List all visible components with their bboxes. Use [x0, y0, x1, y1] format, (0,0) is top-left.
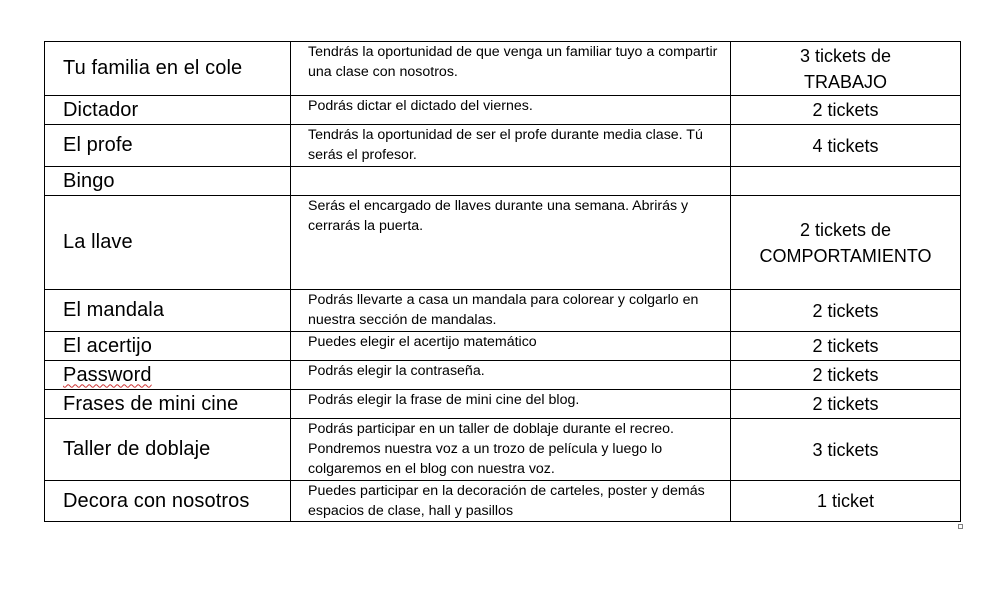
reward-name: [45, 361, 291, 390]
reward-cost: 3 tickets: [731, 419, 961, 481]
reward-cost: 1 ticket: [731, 481, 961, 522]
reward-description: Podrás elegir la contraseña.: [291, 361, 731, 390]
reward-cost: 2 tickets: [731, 390, 961, 419]
table-row: [45, 361, 961, 390]
reward-name: Decora con nosotros: [45, 481, 291, 522]
table-row: [45, 196, 961, 290]
reward-name: Dictador: [45, 96, 291, 125]
reward-cost: 2 tickets de COMPORTAMIENTO: [731, 196, 961, 290]
reward-name: La llave: [45, 196, 291, 290]
reward-cost: 4 tickets: [731, 125, 961, 167]
reward-description: [291, 167, 731, 196]
reward-description: Podrás participar en un taller de doblaje durante el recreo. Pondremos nuestra voz a un trozo de película y luego lo colgaremos en el blog con nuestra voz.: [291, 419, 731, 481]
reward-cost: 2 tickets: [731, 290, 961, 332]
reward-description: Tendrás la oportunidad de ser el profe durante media clase. Tú serás el profesor.: [291, 125, 731, 167]
reward-cost: 2 tickets: [731, 361, 961, 390]
reward-cost: [731, 167, 961, 196]
table-row: [45, 290, 961, 332]
table-resize-handle[interactable]: [958, 524, 963, 529]
reward-description: Podrás dictar el dictado del viernes.: [291, 96, 731, 125]
reward-name: El acertijo: [45, 332, 291, 361]
rewards-table: [44, 41, 961, 522]
spellcheck-underline: Password: [63, 363, 152, 386]
reward-description: Podrás llevarte a casa un mandala para colorear y colgarlo en nuestra sección de mandalas.: [291, 290, 731, 332]
reward-description: Tendrás la oportunidad de que venga un familiar tuyo a compartir una clase con nosotros.: [291, 42, 731, 96]
reward-name: Tu familia en el cole: [45, 42, 291, 96]
table-row: [45, 167, 961, 196]
reward-cost: 2 tickets: [731, 96, 961, 125]
table-row: [45, 419, 961, 481]
reward-name: El profe: [45, 125, 291, 167]
reward-name: El mandala: [45, 290, 291, 332]
reward-description: Podrás elegir la frase de mini cine del blog.: [291, 390, 731, 419]
reward-name: Frases de mini cine: [45, 390, 291, 419]
table-row: [45, 332, 961, 361]
reward-cost: 2 tickets: [731, 332, 961, 361]
reward-description: Serás el encargado de llaves durante una semana. Abrirás y cerrarás la puerta.: [291, 196, 731, 290]
reward-description: Puedes participar en la decoración de carteles, poster y demás espacios de clase, hall y pasillos: [291, 481, 731, 522]
reward-cost: 3 tickets de TRABAJO: [731, 42, 961, 96]
reward-name: Bingo: [45, 167, 291, 196]
table-row: [45, 96, 961, 125]
reward-description: Puedes elegir el acertijo matemático: [291, 332, 731, 361]
table-row: [45, 481, 961, 522]
table-row: [45, 125, 961, 167]
reward-name: Taller de doblaje: [45, 419, 291, 481]
table-row: [45, 390, 961, 419]
table-row: [45, 42, 961, 96]
